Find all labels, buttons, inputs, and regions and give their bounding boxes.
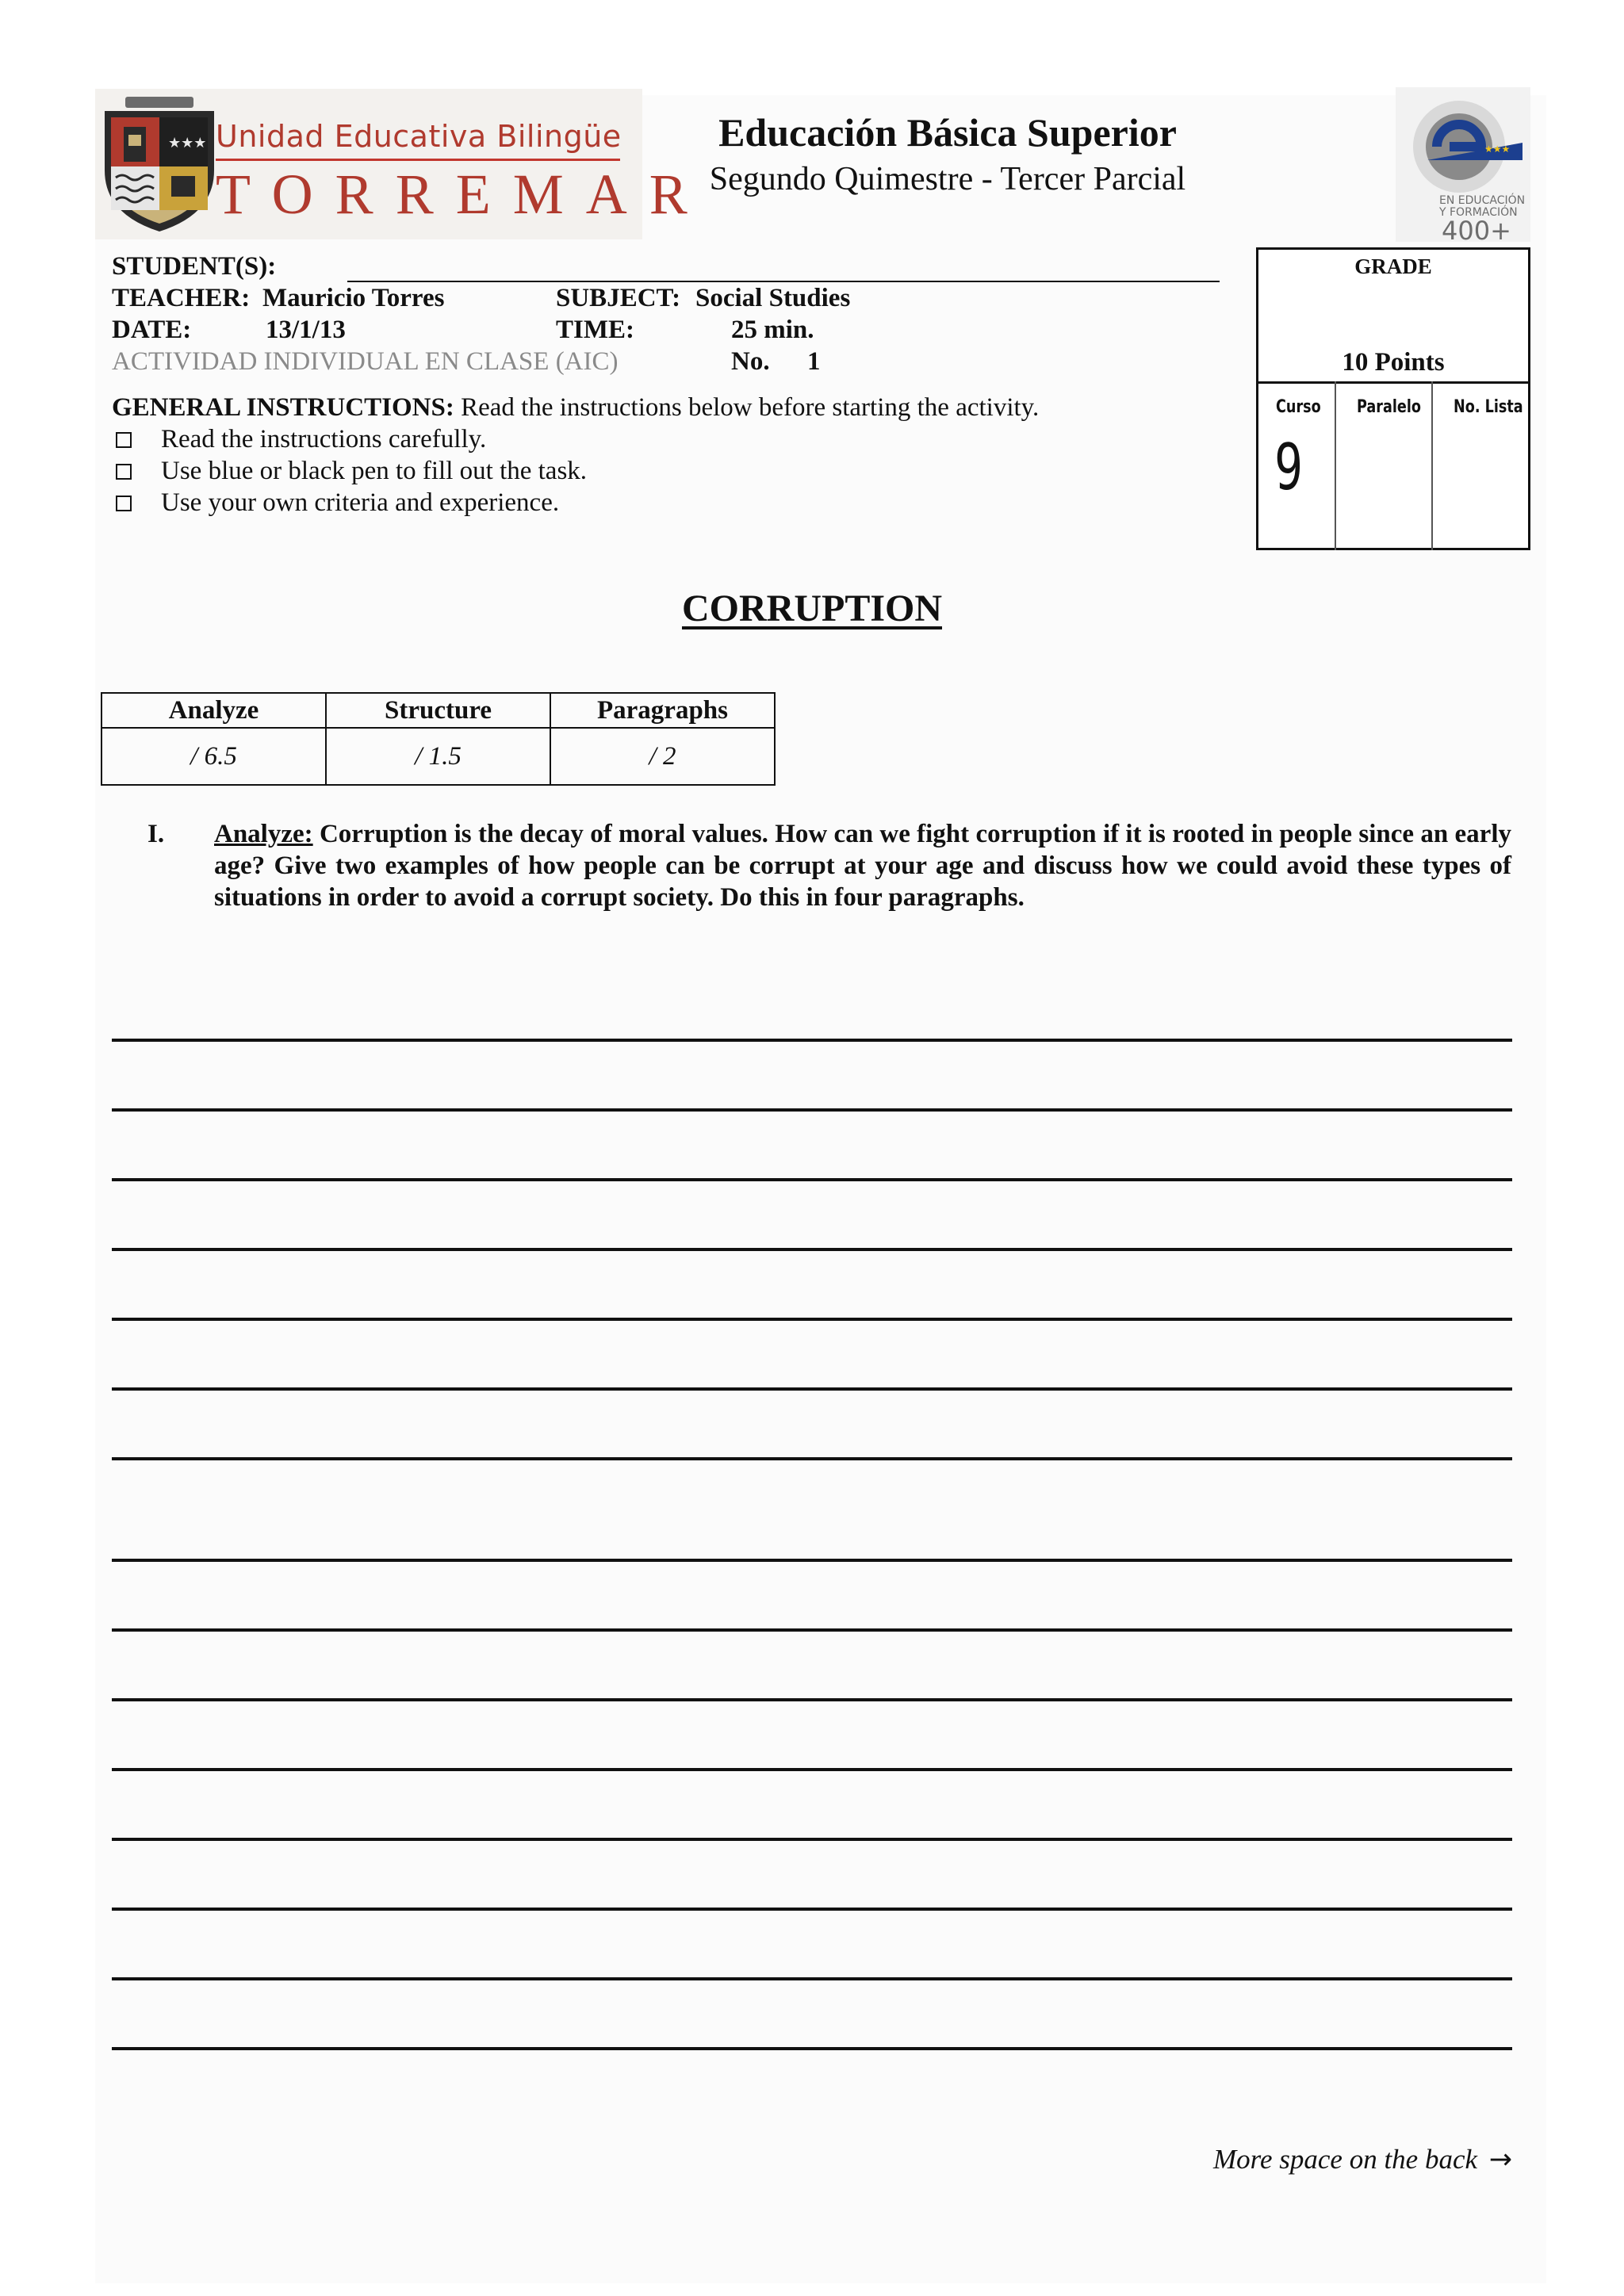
score-value-paragraphs: / 2 — [550, 728, 775, 785]
grade-column-divider — [1335, 381, 1336, 550]
grade-box — [1256, 247, 1530, 550]
teacher-label: TEACHER: — [112, 284, 251, 312]
time-label: TIME: — [556, 316, 634, 344]
badge-caption: EN EDUCACIÓN Y FORMACIÓN — [1439, 194, 1526, 219]
answer-line[interactable] — [112, 1457, 1512, 1460]
score-value-analyze: / 6.5 — [102, 728, 326, 785]
activity-label: ACTIVIDAD INDIVIDUAL EN CLASE (AIC) — [112, 347, 619, 376]
school-logo — [95, 89, 710, 239]
question-text — [214, 818, 1511, 913]
instructions-intro: Read the instructions below before starting the activity. — [461, 393, 1040, 422]
subject-value: Social Studies — [695, 284, 851, 312]
shield-icon — [100, 95, 219, 234]
activity-title: CORRUPTION — [682, 587, 943, 629]
answer-line[interactable] — [112, 1628, 1512, 1632]
paralelo-label: Paralelo — [1357, 397, 1421, 417]
subject-label: SUBJECT: — [556, 284, 681, 312]
answer-line[interactable] — [112, 1559, 1512, 1562]
arrow-right-icon: → — [1488, 2144, 1513, 2175]
answer-line[interactable] — [112, 1318, 1512, 1321]
grade-label: GRADE — [1354, 254, 1432, 278]
instruction-item: Use your own criteria and experience. — [161, 488, 560, 517]
instruction-item: Read the instructions carefully. — [161, 425, 487, 453]
answer-line[interactable] — [112, 1248, 1512, 1251]
question-body: Corruption is the decay of moral values. How can we fight corruption if it is rooted in people since an early age? Give two examples of how people can be corrupt at your age and discuss how we could avoid these types of situations in order to avoid a corrupt society. Do this in four paragraphs. — [214, 820, 1512, 912]
date-value: 13/1/13 — [266, 316, 346, 344]
score-table-value-row — [102, 728, 775, 785]
badge-number: 400+ — [1442, 216, 1511, 246]
answer-line[interactable] — [112, 1387, 1512, 1391]
answer-line[interactable] — [112, 1178, 1512, 1181]
checkbox[interactable] — [116, 464, 132, 480]
answer-line[interactable] — [112, 2047, 1512, 2050]
date-label: DATE: — [112, 316, 192, 344]
school-wordmark-text: TORREMAR — [216, 163, 710, 226]
more-space-text: More space on the back — [1213, 2144, 1478, 2175]
school-name-rule — [216, 159, 620, 161]
answer-line[interactable] — [112, 1908, 1512, 1911]
curso-label: Curso — [1276, 397, 1321, 417]
score-table-header-row — [102, 693, 775, 728]
number-label: No. — [731, 347, 770, 376]
score-header-analyze: Analyze — [102, 693, 326, 728]
checkbox[interactable] — [116, 496, 132, 511]
curso-value: 9 — [1274, 430, 1304, 504]
header-title: Educación Básica Superior — [718, 110, 1177, 155]
score-value-structure: / 1.5 — [326, 728, 550, 785]
grade-points: 10 Points — [1342, 348, 1445, 377]
answer-line[interactable] — [112, 1977, 1512, 1980]
student-name-line[interactable] — [347, 281, 1220, 282]
number-value: 1 — [807, 347, 821, 376]
general-instructions — [112, 393, 1039, 423]
teacher-value: Mauricio Torres — [262, 284, 445, 312]
answer-line[interactable] — [112, 1838, 1512, 1841]
score-header-structure: Structure — [326, 693, 550, 728]
question-number: I. — [147, 820, 165, 848]
svg-text:★★★: ★★★ — [1484, 144, 1511, 155]
checkbox[interactable] — [116, 432, 132, 448]
answer-line[interactable] — [112, 1039, 1512, 1042]
more-space-note — [1213, 2144, 1512, 2175]
question-label: Analyze: — [214, 820, 313, 848]
score-table — [101, 692, 776, 786]
answer-line[interactable] — [112, 1698, 1512, 1701]
score-header-paragraphs: Paragraphs — [550, 693, 775, 728]
school-wordmark — [216, 162, 710, 228]
grade-divider — [1258, 381, 1528, 384]
school-name: Unidad Educativa Bilingüe — [216, 119, 622, 154]
time-value: 25 min. — [731, 316, 814, 344]
grade-column-divider — [1431, 381, 1433, 550]
answer-line[interactable] — [112, 1768, 1512, 1771]
student-label: STUDENT(S): — [112, 252, 277, 281]
answer-line[interactable] — [112, 1108, 1512, 1112]
header-subtitle: Segundo Quimestre - Tercer Parcial — [709, 161, 1186, 197]
no-lista-label: No. Lista — [1454, 397, 1523, 417]
svg-text:★★★: ★★★ — [168, 135, 207, 151]
instructions-heading: GENERAL INSTRUCTIONS: — [112, 393, 454, 422]
instruction-item: Use blue or black pen to fill out the task. — [161, 457, 588, 485]
